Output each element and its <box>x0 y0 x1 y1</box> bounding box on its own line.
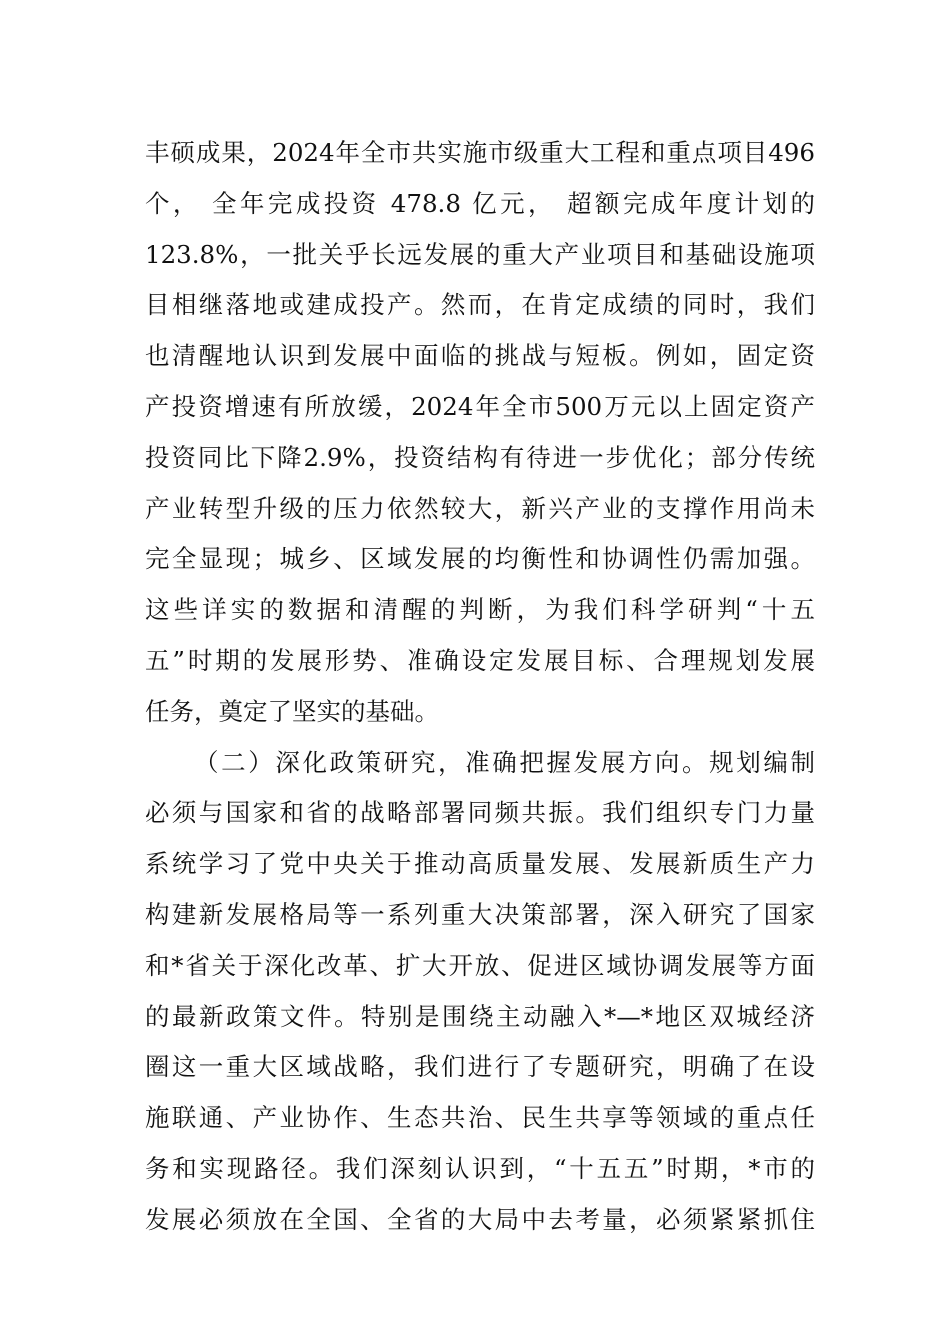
text-line: （二）深化政策研究，准确把握发展方向。规划编制 <box>194 747 815 777</box>
paragraph-2 <box>145 738 815 1246</box>
text-line: 任务，奠定了坚实的基础。 <box>145 696 439 726</box>
text-line: 和*省关于深化改革、扩大开放、促进区域协调发展等方面 <box>145 950 815 980</box>
text-line: 个， 全年完成投资 478.8 亿元， 超额完成年度计划的 <box>145 188 815 218</box>
paragraph-1 <box>145 128 815 738</box>
text-line: 施联通、产业协作、生态共治、民生共享等领域的重点任 <box>145 1103 815 1133</box>
text-line: 构建新发展格局等一系列重大决策部署，深入研究了国家 <box>145 899 815 929</box>
text-line: 也清醒地认识到发展中面临的挑战与短板。例如，固定资 <box>145 341 815 371</box>
text-line: 投资同比下降2.9%，投资结构有待进一步优化；部分传统 <box>145 442 815 472</box>
text-line: 产投资增速有所放缓，2024年全市500万元以上固定资产 <box>145 391 815 421</box>
text-line: 完全显现；城乡、区域发展的均衡性和协调性仍需加强。 <box>145 544 815 574</box>
text-line: 这些详实的数据和清醒的判断，为我们科学研判“十五 <box>145 595 815 625</box>
text-line: 发展必须放在全国、全省的大局中去考量，必须紧紧抓住 <box>145 1204 815 1234</box>
document-body <box>145 128 815 1246</box>
text-line: 123.8%，一批关乎长远发展的重大产业项目和基础设施项 <box>145 239 815 269</box>
text-line: 务和实现路径。我们深刻认识到，“十五五”时期，*市的 <box>145 1153 815 1183</box>
text-line: 目相继落地或建成投产。然而，在肯定成绩的同时，我们 <box>145 290 815 320</box>
text-line: 五”时期的发展形势、准确设定发展目标、合理规划发展 <box>145 645 815 675</box>
text-line: 圈这一重大区域战略，我们进行了专题研究，明确了在设 <box>145 1052 815 1082</box>
text-line: 系统学习了党中央关于推动高质量发展、发展新质生产力 <box>145 849 815 879</box>
text-line: 必须与国家和省的战略部署同频共振。我们组织专门力量 <box>145 798 815 828</box>
text-line: 丰硕成果，2024年全市共实施市级重大工程和重点项目496 <box>145 138 815 167</box>
text-line: 的最新政策文件。特别是围绕主动融入*—*地区双城经济 <box>145 1001 815 1031</box>
text-line: 产业转型升级的压力依然较大，新兴产业的支撑作用尚未 <box>145 493 815 523</box>
